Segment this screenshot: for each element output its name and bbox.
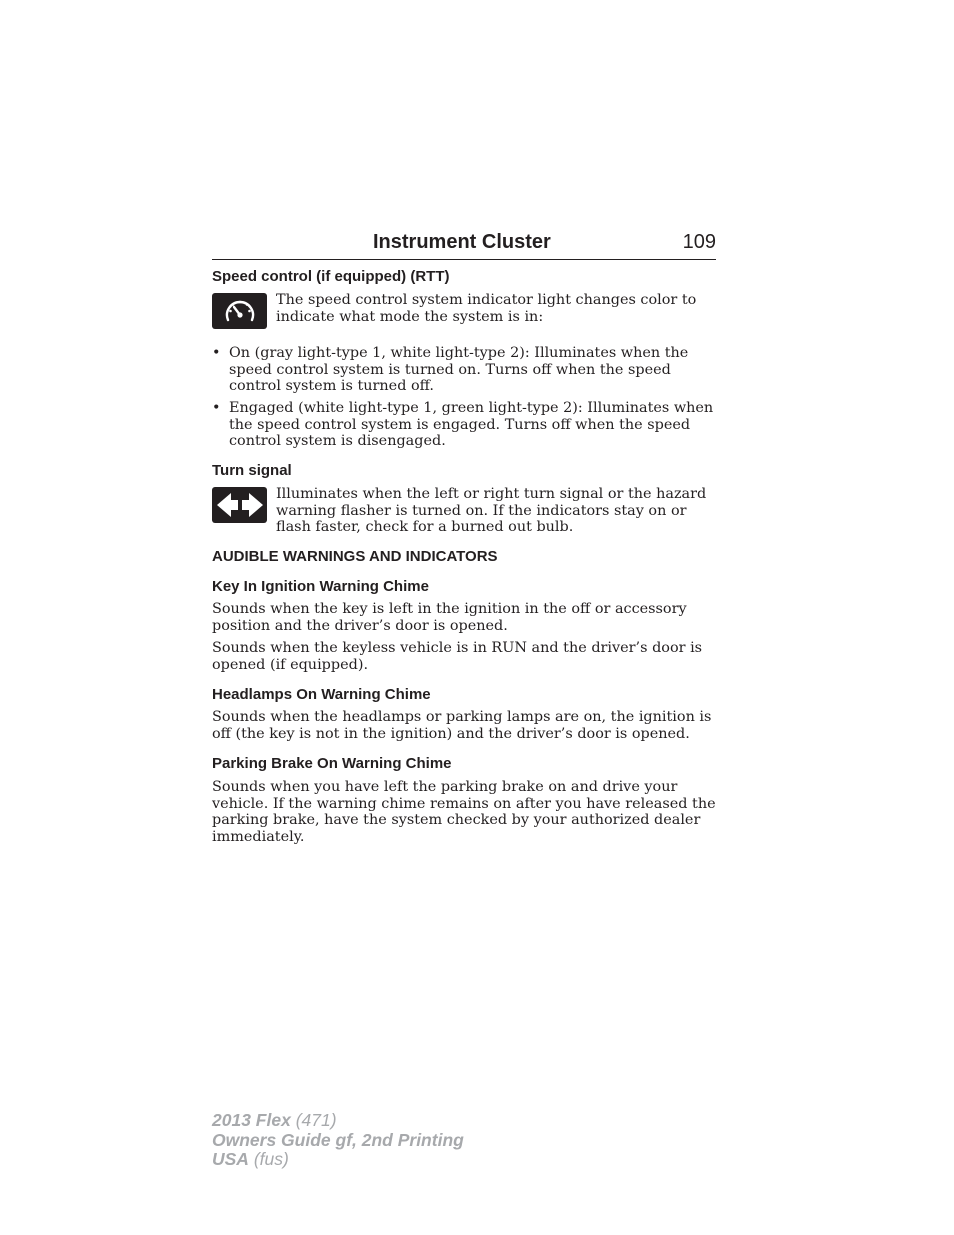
- speed-control-intro: The speed control system indicator light changes color to indicate what mode the system is in:: [276, 292, 697, 325]
- list-item-text: Engaged (white light-type 1, green light-type 2): Illuminates when the speed control system is engaged. Turns off when the speed control system is disengaged.: [229, 400, 714, 449]
- parking-brake-chime-paragraph: Sounds when you have left the parking brake on and drive your vehicle. If the warning chime remains on after you have released the parking brake, have the system checked by your authorized dealer immediately.: [212, 779, 716, 845]
- footer-model: 2013 Flex: [212, 1110, 291, 1130]
- footer-market: USA: [212, 1149, 249, 1169]
- key-chime-paragraph-1: Sounds when the key is left in the ignition in the off or accessory position and the driver’s door is opened.: [212, 601, 687, 634]
- footer-market-code: (fus): [253, 1149, 289, 1169]
- audible-warnings-heading: AUDIBLE WARNINGS AND INDICATORS: [212, 548, 498, 565]
- page-footer: [212, 1111, 464, 1170]
- turn-signal-arrows-icon: [212, 487, 267, 523]
- footer-line-2: [212, 1131, 464, 1151]
- turn-signal-text: Illuminates when the left or right turn signal or the hazard warning flasher is turned on. If the indicators stay on or flash faster, check for a burned out bulb.: [276, 486, 707, 535]
- speed-control-heading: Speed control (if equipped) (RTT): [212, 268, 450, 285]
- footer-line-1: [212, 1111, 464, 1131]
- page-header: [212, 228, 716, 260]
- page-number: 109: [682, 231, 716, 253]
- parking-brake-chime-heading: Parking Brake On Warning Chime: [212, 755, 452, 772]
- headlamps-chime-heading: Headlamps On Warning Chime: [212, 686, 431, 703]
- footer-line-3: [212, 1150, 464, 1170]
- turn-signal-heading: Turn signal: [212, 462, 292, 479]
- bullet-dot: •: [212, 400, 221, 416]
- list-item-text: On (gray light-type 1, white light-type 2): Illuminates when the speed control system is turned on. Turns off when the speed control system is turned off.: [229, 345, 689, 394]
- key-chime-paragraph-2: Sounds when the keyless vehicle is in RUN and the driver’s door is opened (if equipped).: [212, 640, 703, 673]
- headlamps-chime-paragraph: Sounds when the headlamps or parking lamps are on, the ignition is off (the key is not in the ignition) and the driver’s door is opened.: [212, 709, 712, 742]
- footer-model-code: (471): [295, 1110, 337, 1130]
- footer-guide: Owners Guide gf, 2nd Printing: [212, 1129, 464, 1150]
- section-title: Instrument Cluster: [373, 231, 551, 253]
- speedometer-icon: [212, 293, 267, 329]
- key-chime-heading: Key In Ignition Warning Chime: [212, 578, 429, 595]
- bullet-dot: •: [212, 345, 221, 361]
